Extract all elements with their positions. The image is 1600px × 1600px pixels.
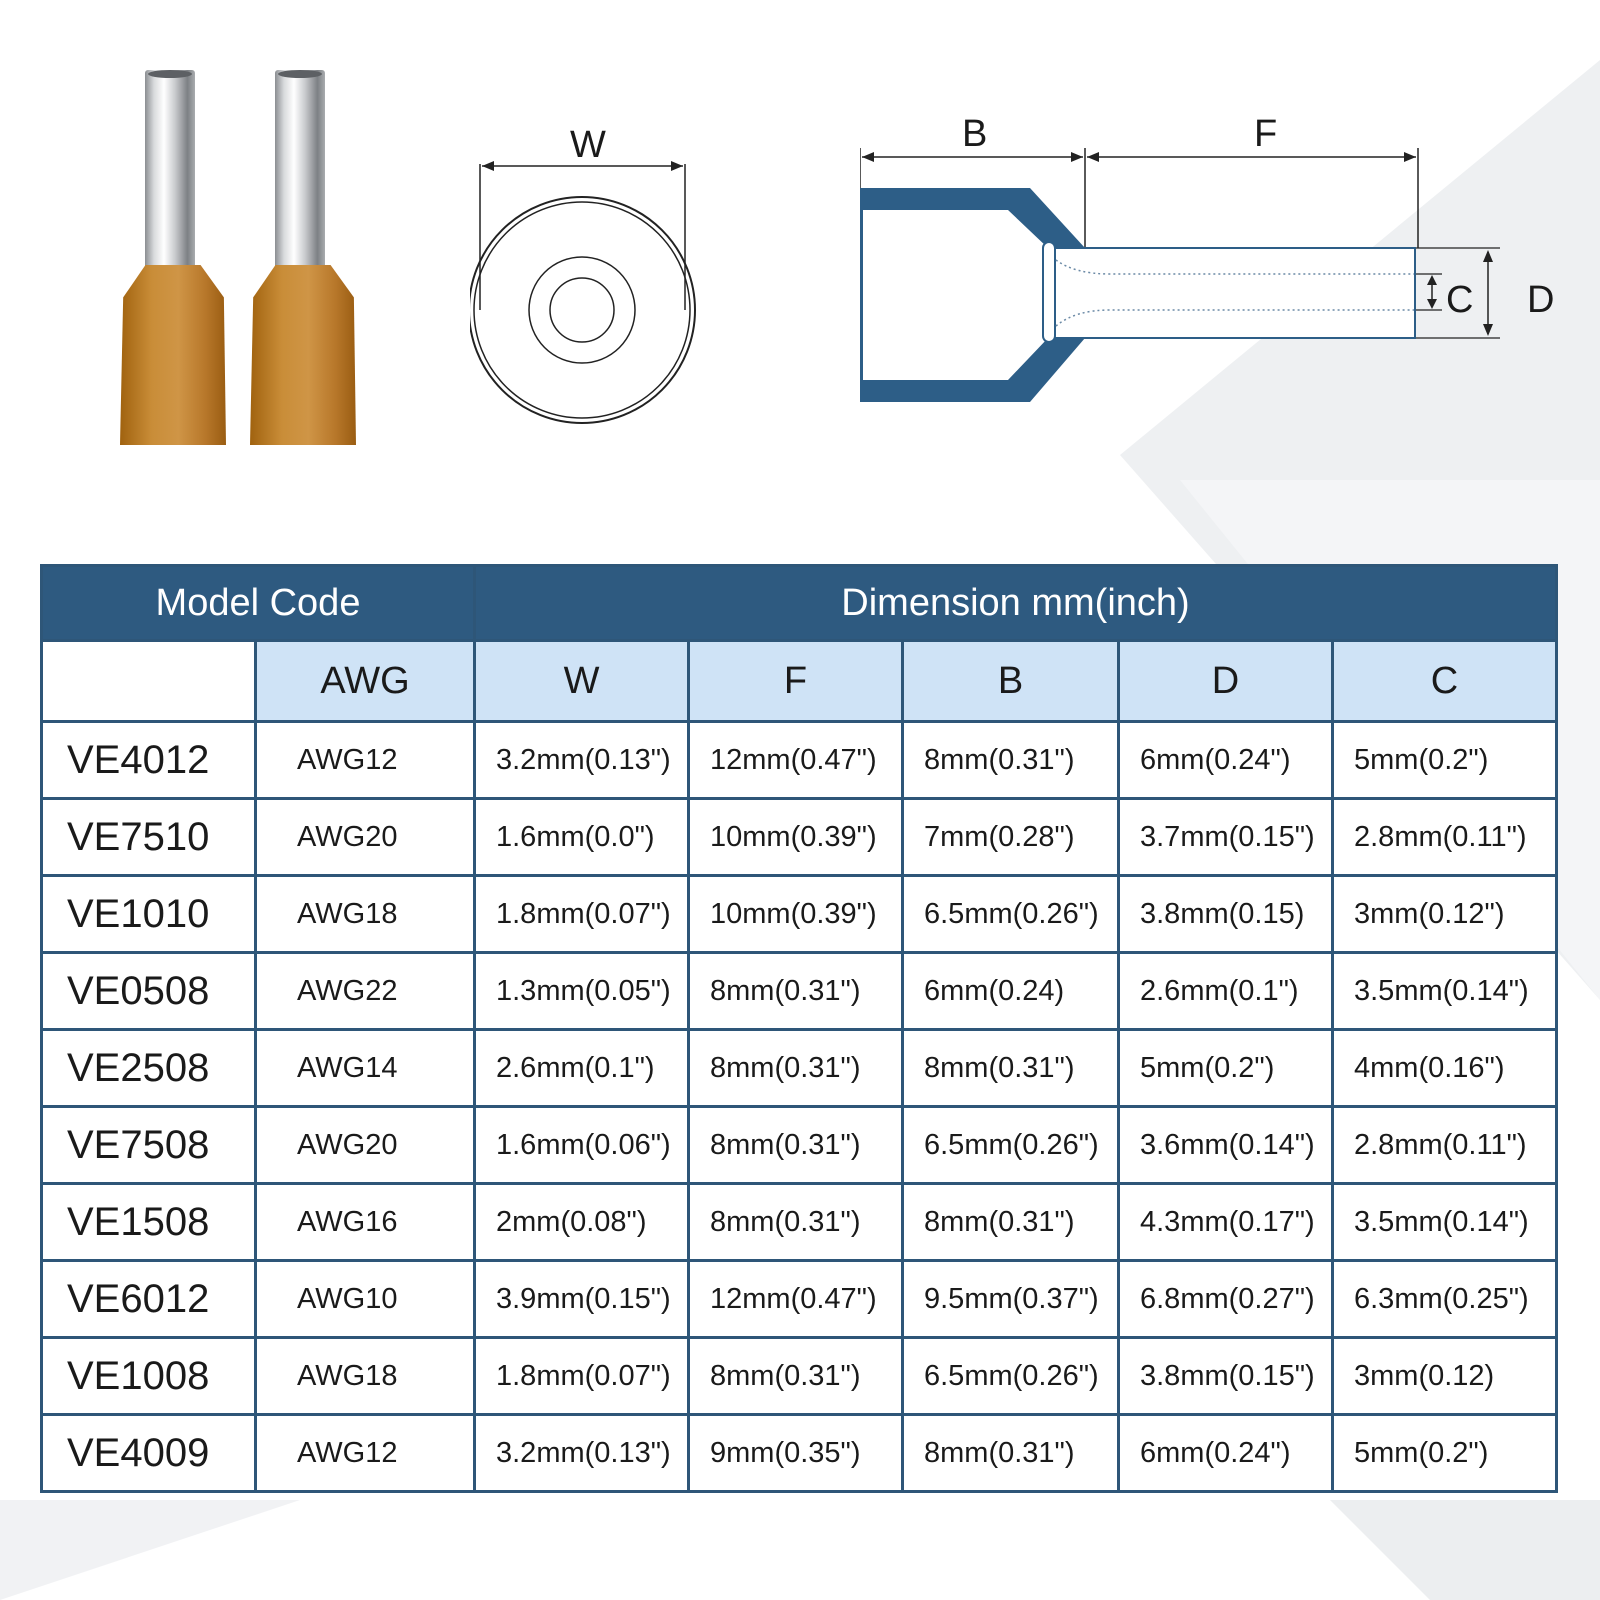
model-code-cell: VE0508 xyxy=(42,953,256,1030)
f-cell: 8mm(0.31") xyxy=(689,1030,903,1107)
awg-cell: AWG12 xyxy=(256,722,475,799)
c-cell: 6.3mm(0.25") xyxy=(1333,1261,1557,1338)
w-cell: 3.2mm(0.13") xyxy=(475,722,689,799)
d-label: D xyxy=(1527,279,1555,321)
b-label: B xyxy=(962,113,988,155)
d-cell: 3.6mm(0.14") xyxy=(1119,1107,1333,1184)
spec-table xyxy=(40,564,1558,1493)
c-cell: 2.8mm(0.11") xyxy=(1333,799,1557,876)
b-cell: 8mm(0.31") xyxy=(903,1184,1119,1261)
w-cell: 1.8mm(0.07") xyxy=(475,876,689,953)
c-cell: 3.5mm(0.14") xyxy=(1333,1184,1557,1261)
b-cell: 9.5mm(0.37") xyxy=(903,1261,1119,1338)
table-row xyxy=(42,1261,1557,1338)
d-cell: 2.6mm(0.1") xyxy=(1119,953,1333,1030)
awg-cell: AWG20 xyxy=(256,1107,475,1184)
f-cell: 12mm(0.47") xyxy=(689,1261,903,1338)
model-code-cell: VE7508 xyxy=(42,1107,256,1184)
ferrule-photo-left xyxy=(120,70,230,445)
c-label: C xyxy=(1446,279,1474,321)
metal-tube xyxy=(275,70,325,270)
f-cell: 10mm(0.39") xyxy=(689,799,903,876)
column-header-d: D xyxy=(1119,641,1333,722)
f-cell: 9mm(0.35") xyxy=(689,1415,903,1492)
w-cell: 1.6mm(0.06") xyxy=(475,1107,689,1184)
awg-cell: AWG18 xyxy=(256,1338,475,1415)
ferrule-photo-right xyxy=(250,70,360,445)
b-cell: 8mm(0.31") xyxy=(903,1030,1119,1107)
d-cell: 3.8mm(0.15) xyxy=(1119,876,1333,953)
w-label: W xyxy=(570,124,606,166)
model-code-cell: VE6012 xyxy=(42,1261,256,1338)
c-cell: 4mm(0.16") xyxy=(1333,1030,1557,1107)
dimension-header: Dimension mm(inch) xyxy=(475,566,1557,641)
front-view-drawing xyxy=(470,150,710,430)
w-cell: 2.6mm(0.1") xyxy=(475,1030,689,1107)
b-cell: 6mm(0.24) xyxy=(903,953,1119,1030)
model-code-cell: VE1008 xyxy=(42,1338,256,1415)
b-cell: 8mm(0.31") xyxy=(903,722,1119,799)
model-code-cell: VE4009 xyxy=(42,1415,256,1492)
c-cell: 3.5mm(0.14") xyxy=(1333,953,1557,1030)
model-code-cell: VE1508 xyxy=(42,1184,256,1261)
metal-tube xyxy=(145,70,195,270)
insulation-sleeve xyxy=(250,265,356,445)
awg-cell: AWG12 xyxy=(256,1415,475,1492)
awg-cell: AWG20 xyxy=(256,799,475,876)
f-cell: 8mm(0.31") xyxy=(689,1338,903,1415)
table-row xyxy=(42,1184,1557,1261)
column-header-w: W xyxy=(475,641,689,722)
awg-cell: AWG14 xyxy=(256,1030,475,1107)
w-cell: 2mm(0.08") xyxy=(475,1184,689,1261)
f-cell: 10mm(0.39") xyxy=(689,876,903,953)
c-cell: 2.8mm(0.11") xyxy=(1333,1107,1557,1184)
w-cell: 1.3mm(0.05") xyxy=(475,953,689,1030)
b-cell: 6.5mm(0.26") xyxy=(903,1107,1119,1184)
column-header-b: B xyxy=(903,641,1119,722)
model-code-cell: VE1010 xyxy=(42,876,256,953)
c-cell: 5mm(0.2") xyxy=(1333,722,1557,799)
d-cell: 3.7mm(0.15") xyxy=(1119,799,1333,876)
w-cell: 1.8mm(0.07") xyxy=(475,1338,689,1415)
awg-cell: AWG18 xyxy=(256,876,475,953)
blank-header-cell xyxy=(42,641,256,722)
w-cell: 3.2mm(0.13") xyxy=(475,1415,689,1492)
f-cell: 8mm(0.31") xyxy=(689,1184,903,1261)
d-cell: 5mm(0.2") xyxy=(1119,1030,1333,1107)
model-code-header: Model Code xyxy=(42,566,475,641)
table-row xyxy=(42,1030,1557,1107)
b-cell: 6.5mm(0.26") xyxy=(903,1338,1119,1415)
model-code-cell: VE7510 xyxy=(42,799,256,876)
insulation-sleeve xyxy=(120,265,226,445)
f-cell: 8mm(0.31") xyxy=(689,953,903,1030)
f-cell: 12mm(0.47") xyxy=(689,722,903,799)
awg-cell: AWG16 xyxy=(256,1184,475,1261)
d-cell: 6mm(0.24") xyxy=(1119,1415,1333,1492)
column-header-f: F xyxy=(689,641,903,722)
awg-cell: AWG22 xyxy=(256,953,475,1030)
table-row xyxy=(42,1415,1557,1492)
awg-cell: AWG10 xyxy=(256,1261,475,1338)
column-header-awg: AWG xyxy=(256,641,475,722)
b-cell: 8mm(0.31") xyxy=(903,1415,1119,1492)
w-cell: 1.6mm(0.0") xyxy=(475,799,689,876)
c-cell: 3mm(0.12") xyxy=(1333,876,1557,953)
d-cell: 3.8mm(0.15") xyxy=(1119,1338,1333,1415)
f-label: F xyxy=(1254,113,1278,155)
model-code-cell: VE4012 xyxy=(42,722,256,799)
w-cell: 3.9mm(0.15") xyxy=(475,1261,689,1338)
b-cell: 6.5mm(0.26") xyxy=(903,876,1119,953)
f-cell: 8mm(0.31") xyxy=(689,1107,903,1184)
b-cell: 7mm(0.28") xyxy=(903,799,1119,876)
d-cell: 4.3mm(0.17") xyxy=(1119,1184,1333,1261)
column-header-c: C xyxy=(1333,641,1557,722)
table-row xyxy=(42,1338,1557,1415)
table-row xyxy=(42,799,1557,876)
table-row xyxy=(42,876,1557,953)
side-view-drawing xyxy=(860,140,1520,420)
table-row xyxy=(42,1107,1557,1184)
c-cell: 3mm(0.12) xyxy=(1333,1338,1557,1415)
d-cell: 6mm(0.24") xyxy=(1119,722,1333,799)
table-row xyxy=(42,953,1557,1030)
c-cell: 5mm(0.2") xyxy=(1333,1415,1557,1492)
d-cell: 6.8mm(0.27") xyxy=(1119,1261,1333,1338)
table-row xyxy=(42,722,1557,799)
model-code-cell: VE2508 xyxy=(42,1030,256,1107)
